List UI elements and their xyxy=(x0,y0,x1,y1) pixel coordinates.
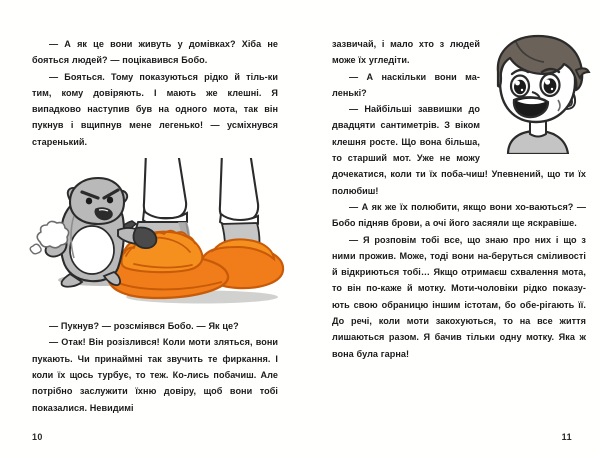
right-page xyxy=(300,0,600,458)
left-top-text-block xyxy=(32,36,278,150)
right-text-flow xyxy=(332,36,586,362)
left-bottom-text-block xyxy=(32,318,278,416)
paragraph: зазвичай, і мало хто з людей може їх угледіти. xyxy=(332,39,480,66)
mot-pushing-slipper-illustration xyxy=(26,158,288,308)
paragraph: — А наскільки вони ма-ленькі? xyxy=(332,71,480,98)
paragraph: — Бояться. Тому показуються рідко й тіль-ки тим, кому довіряють. І мають же клешні. Я випадково наступив був на одного мота, так він пукнув і вщипнув мене легенько! — усміхнувся старенький. xyxy=(32,71,278,147)
paragraph: — А як це вони живуть у домівках? Хіба не бояться людей? — поцікавився Бобо. xyxy=(32,39,278,66)
paragraph: — Пукнув? — розсміявся Бобо. — Як це? xyxy=(49,321,239,332)
paragraph: — Отак! Він розізлився! Коли моти зляться, вони пукають. Чи принаймні так звучить те фиркання. І коли їх щось турбує, то теж. Ко-лись побачиш. Але потрібно заслужити їхню довіру, щоб вони тобі показалися. Невидимі xyxy=(32,337,278,413)
page-number-right: 11 xyxy=(561,432,572,442)
boy-bobo-portrait-illustration xyxy=(486,30,594,154)
page-number-left: 10 xyxy=(32,432,43,442)
paragraph: — Найбільші заввишки до двадцяти сантиметрів. З віком клешня росте. Що вона більша, то старший мот. Уже не можу дочекатися, коли ти їх поба-чиш! Упевнений, що ти їх полюбиш! xyxy=(332,104,586,196)
paragraph: — Я розповім тобі все, що знаю про них і що з ними прожив. Може, тоді вони на-беруться сміливості й відкриються тобі… Якщо отримаєш схвалення мота, то він по-каже й мотку. Моти-чоловіки рідко показу-ють свою обраницю іншим істотам, бо обе-рігають її. До речі, коли моти закохуються, то на все життя лишаються разом. Я бачив тільки одну мотку. Яка ж вона була гарна! xyxy=(332,234,586,359)
paragraph: — А як же їх полюбити, якщо вони хо-ваються? — Бобо підняв брови, а очі його засяяли ще яскравіше. xyxy=(332,201,586,229)
